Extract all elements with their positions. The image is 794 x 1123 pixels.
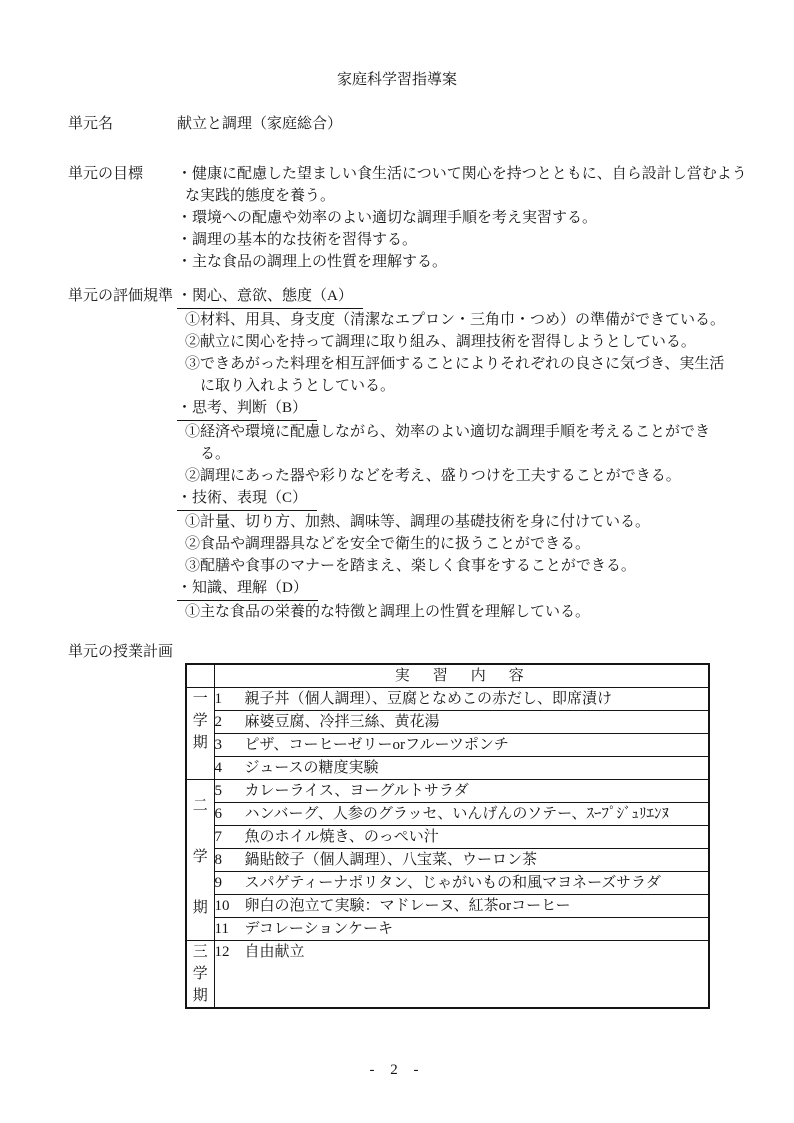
menu-number: 6 — [214, 806, 222, 822]
term-vertical-label: 二 学 期 — [192, 797, 208, 917]
menu-number: 1 — [214, 691, 222, 707]
table-header-row — [186, 664, 709, 688]
criteria-item: ②献立に関心を持って調理に取り組み、調理技術を習得しようとしている。 — [185, 334, 696, 350]
menu-cell — [214, 849, 709, 872]
table-row — [186, 688, 709, 711]
criteria-item: ②調理にあった器や彩りなどを考え、盛りつけを工夫することができる。 — [185, 468, 681, 484]
menu-content: 麻婆豆腐、冷拌三絲、黄花湯 — [244, 714, 440, 730]
criteria-item: ①経済や環境に配慮しながら、効率のよい適切な調理手順を考えることができる。 — [185, 424, 711, 462]
menu-content: デコレーションケーキ — [244, 921, 394, 937]
document-title: 家庭科学習指導案 — [336, 72, 457, 88]
evaluation-criteria-list — [177, 285, 735, 623]
goal-item: ・健康に配慮した望ましい食生活について関心を持つとともに、自ら設計し営むような実践的態度を養う。 — [177, 166, 747, 204]
criteria-heading: ・技術、表現（C） — [177, 489, 317, 511]
table-row — [186, 757, 709, 780]
menu-number: 7 — [214, 829, 222, 845]
table-row — [186, 918, 709, 941]
term-cell-third — [186, 941, 214, 1009]
unit-goals-label: 単元の目標 — [68, 166, 144, 182]
lesson-plan-table — [185, 663, 710, 1009]
menu-number: 10 — [214, 898, 230, 914]
criteria-heading: ・知識、理解（D） — [177, 579, 318, 601]
menu-content: カレーライス、ヨーグルトサラダ — [244, 783, 469, 799]
menu-content: ハンバーグ、人参のグラッセ、いんげんのソテー、ｽｰﾌﾟｼﾞｭﾘｴﾝﾇ — [244, 806, 670, 822]
menu-content: 鍋貼餃子（個人調理）、八宝菜、ウーロン茶 — [244, 852, 538, 868]
criteria-item: ③できあがった料理を相互評価することによりそれぞれの良さに気づき、実生活に取り入れようとしている。 — [185, 356, 725, 394]
menu-number: 4 — [214, 760, 222, 776]
menu-content: 親子丼（個人調理）、豆腐となめこの赤だし、即席漬け — [244, 691, 613, 707]
table-row — [186, 711, 709, 734]
menu-number: 5 — [214, 783, 222, 799]
table-row — [186, 826, 709, 849]
menu-number: 8 — [214, 852, 222, 868]
evaluation-criteria-label: 単元の評価規準 — [68, 288, 174, 304]
section-unit-goals — [0, 163, 794, 273]
criteria-heading-row — [177, 487, 735, 511]
menu-content: ピザ、コーヒーゼリーorフルーツポンチ — [244, 737, 509, 753]
goal-item: ・主な食品の調理上の性質を理解する。 — [177, 254, 448, 270]
criteria-item: ①主な食品の栄養的な特徴と調理上の性質を理解している。 — [185, 604, 591, 620]
menu-content: 卵白の泡立て実験：マドレーヌ、紅茶orコーヒー — [244, 898, 571, 914]
unit-name-value: 献立と調理（家庭総合） — [177, 116, 343, 132]
menu-cell — [214, 872, 709, 895]
menu-cell — [214, 734, 709, 757]
menu-content: 魚のホイル焼き、のっぺい汁 — [244, 829, 439, 845]
term-vertical-label: 一 学 期 — [192, 691, 208, 751]
lesson-plan-label: 単元の授業計画 — [68, 644, 174, 660]
table-row — [186, 872, 709, 895]
menu-cell — [214, 711, 709, 734]
menu-number: 11 — [214, 921, 229, 937]
table-row — [186, 849, 709, 872]
menu-cell — [214, 757, 709, 780]
menu-number: 12 — [214, 944, 230, 960]
criteria-heading: ・思考、判断（B） — [177, 399, 317, 421]
table-header-cell: 実 習 内 容 — [214, 664, 709, 688]
menu-number: 2 — [214, 714, 222, 730]
goal-item: ・調理の基本的な技術を習得する。 — [177, 232, 418, 248]
term-header-cell — [186, 664, 214, 688]
menu-cell — [214, 918, 709, 941]
section-evaluation-criteria — [0, 285, 794, 623]
criteria-item: ①計量、切り方、加熱、調味等、調理の基礎技術を身に付けている。 — [185, 514, 651, 530]
term-cell-second — [186, 780, 214, 941]
table-row — [186, 941, 709, 1009]
menu-cell — [214, 895, 709, 918]
term-cell-first — [186, 688, 214, 780]
criteria-item: ③配膳や食事のマナーを踏まえ、楽しく食事をすることができる。 — [185, 558, 636, 574]
menu-content: ジュースの糖度実験 — [244, 760, 379, 776]
table-row — [186, 780, 709, 803]
term-vertical-label: 三 学 期 — [192, 944, 208, 1004]
criteria-heading-row — [177, 397, 735, 421]
table-row — [186, 734, 709, 757]
menu-cell — [214, 941, 709, 1009]
menu-number: 9 — [214, 875, 222, 891]
criteria-item: ①材料、用具、身支度（清潔なエプロン・三角巾・つめ）の準備ができている。 — [185, 312, 726, 328]
section-lesson-plan — [0, 641, 794, 663]
table-row — [186, 803, 709, 826]
page-number: - 2 - — [369, 1062, 425, 1078]
section-unit-name — [0, 113, 794, 135]
menu-number: 3 — [214, 737, 222, 753]
criteria-heading-row — [177, 577, 735, 601]
menu-cell — [214, 780, 709, 803]
menu-cell — [214, 826, 709, 849]
criteria-item: ②食品や調理器具などを安全で衛生的に扱うことができる。 — [185, 536, 591, 552]
menu-content: 自由献立 — [244, 944, 305, 960]
menu-cell — [214, 803, 709, 826]
unit-name-label: 単元名 — [68, 116, 114, 132]
goal-item: ・環境への配慮や効率のよい適切な調理手順を考え実習する。 — [177, 210, 598, 226]
unit-goals-list — [177, 163, 760, 273]
menu-content: スパゲティーナポリタン、じゃがいもの和風マヨネーズサラダ — [244, 875, 661, 891]
menu-cell — [214, 688, 709, 711]
criteria-heading-row — [177, 285, 735, 309]
criteria-heading: ・関心、意欲、態度（A） — [177, 287, 363, 309]
table-row — [186, 895, 709, 918]
